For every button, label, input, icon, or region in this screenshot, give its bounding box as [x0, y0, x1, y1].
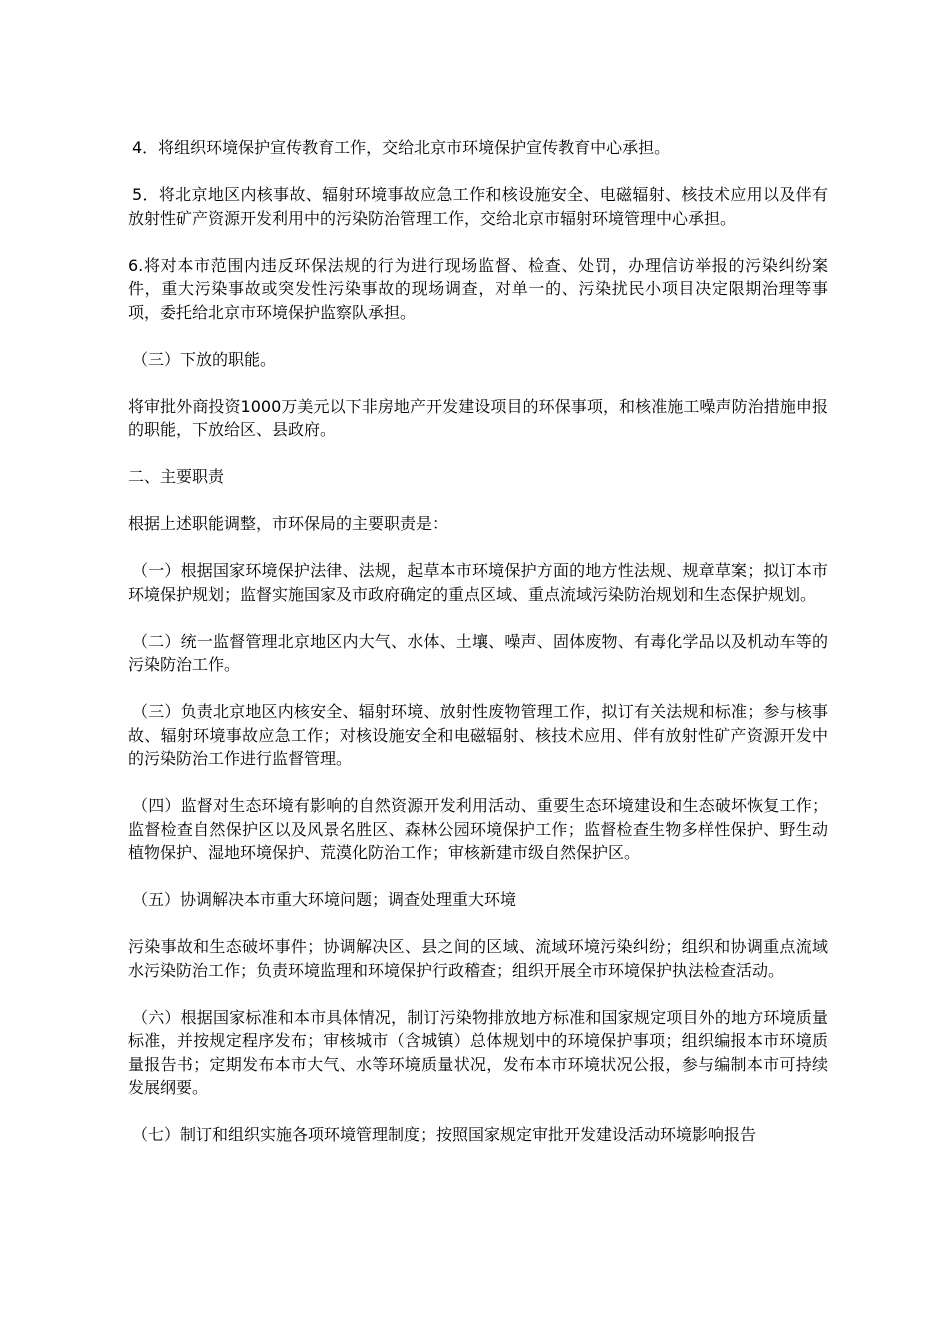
duty-item-7: （七）制订和组织实施各项环境管理制度；按照国家规定审批开发建设活动环境影响报告: [132, 1125, 757, 1144]
paragraph-6: 6.将对本市范围内违反环保法规的行为进行现场监督、检查、处罚，办理信访举报的污染纠纷案件，重大污染事故或突发性污染事故的现场调查，对单一的、污染扰民小项目决定限期治理等事项，委托给北京市环境保护监察队承担。: [128, 255, 828, 322]
document-body: [128, 136, 828, 1170]
paragraph-5: 5．将北京地区内核事故、辐射环境事故应急工作和核设施安全、电磁辐射、核技术应用以及伴有放射性矿产资源开发利用中的污染防治管理工作，交给北京市辐射环境管理中心承担。: [128, 185, 828, 228]
duty-item-1: （一）根据国家环境保护法律、法规，起草本市环境保护方面的地方性法规、规章草案；拟订本市环境保护规划；监督实施国家及市政府确定的重点区域、重点流域污染防治规划和生态保护规划。: [128, 561, 828, 604]
section-heading-main-duties: 二、主要职责: [128, 467, 225, 486]
paragraph-delegation: 将审批外商投资1000万美元以下非房地产开发建设项目的环保事项，和核准施工噪声防治措施申报的职能，下放给区、县政府。: [128, 396, 828, 439]
duty-item-5-continued: 污染事故和生态破坏事件；协调解决区、县之间的区域、流域环境污染纠纷；组织和协调重点流域水污染防治工作；负责环境监理和环境保护行政稽查；组织开展全市环境保护执法检查活动。: [128, 937, 828, 980]
duty-item-5-start: （五）协调解决本市重大环境问题；调查处理重大环境: [132, 890, 517, 909]
duty-item-3: （三）负责北京地区内核安全、辐射环境、放射性废物管理工作，拟订有关法规和标准；参与核事故、辐射环境事故应急工作；对核设施安全和电磁辐射、核技术应用、伴有放射性矿产资源开发中的污染防治工作进行监督管理。: [128, 702, 828, 768]
paragraph-4: 4．将组织环境保护宣传教育工作，交给北京市环境保护宣传教育中心承担。: [132, 138, 671, 157]
duty-item-6: （六）根据国家标准和本市具体情况，制订污染物排放地方标准和国家规定项目外的地方环境质量标准，并按规定程序发布；审核城市（含城镇）总体规划中的环境保护事项；组织编报本市环境质量报告书；定期发布本市大气、水等环境质量状况，发布本市环境状况公报，参与编制本市可持续发展纲要。: [128, 1007, 828, 1097]
duty-item-4: （四）监督对生态环境有影响的自然资源开发利用活动、重要生态环境建设和生态破坏恢复工作；监督检查自然保护区以及风景名胜区、森林公园环境保护工作；监督检查生物多样性保护、野生动植物保护、湿地环境保护、荒漠化防治工作；审核新建市级自然保护区。: [128, 796, 828, 862]
duty-item-2: （二）统一监督管理北京地区内大气、水体、土壤、噪声、固体废物、有毒化学品以及机动车等的污染防治工作。: [128, 631, 828, 674]
paragraph-duties-intro: 根据上述职能调整，市环保局的主要职责是：: [128, 514, 449, 533]
section-heading-delegated-functions: （三）下放的职能。: [132, 349, 277, 369]
